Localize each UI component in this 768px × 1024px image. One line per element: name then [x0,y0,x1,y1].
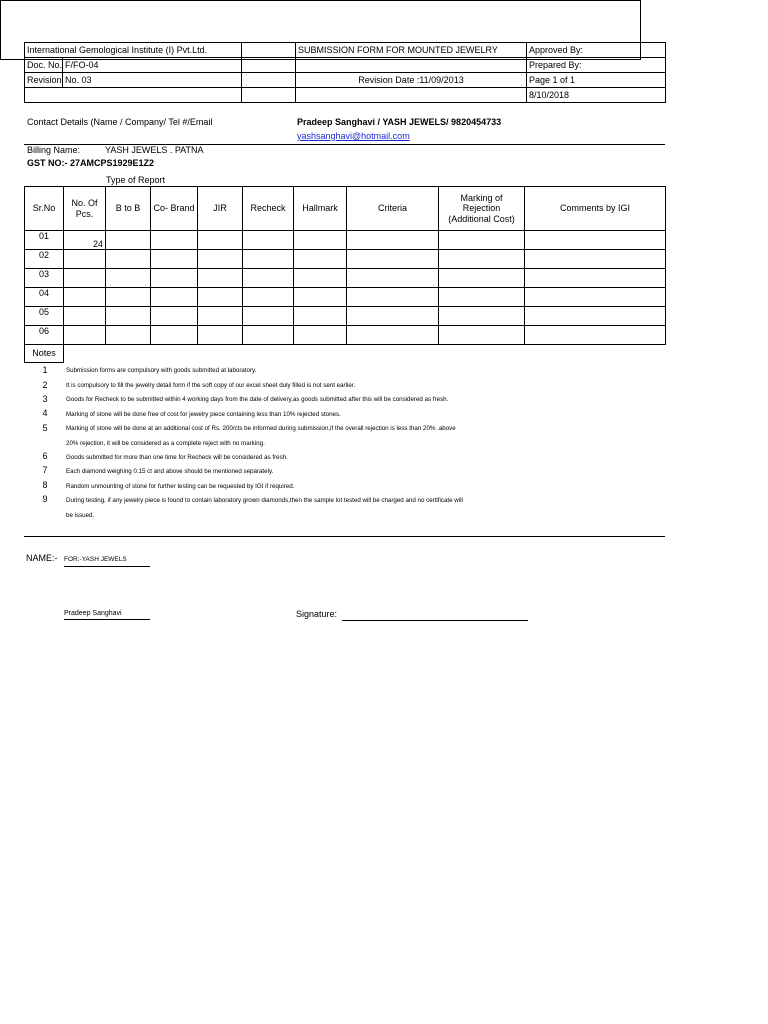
row-sr: 05 [25,307,64,326]
cell-comments[interactable] [525,288,666,307]
note-number: 2 [42,380,48,390]
cell-criteria[interactable] [347,250,439,269]
signature-line[interactable] [342,620,528,621]
row-pcs[interactable] [64,288,106,307]
cell-recheck[interactable] [243,250,294,269]
row-sr: 03 [25,269,64,288]
contact-value: Pradeep Sanghavi / YASH JEWELS/ 9820454733 [297,117,502,127]
doc-no-label: Doc. No. [27,60,63,70]
cell-co-brand[interactable] [151,269,198,288]
col-comments-by-igi: Comments by IGI [525,187,666,231]
cell-hallmark[interactable] [294,307,347,326]
cell-hallmark[interactable] [294,231,347,250]
org-name: International Gemological Institute (I) Pvt.Ltd. [25,43,242,58]
form-title: SUBMISSION FORM FOR MOUNTED JEWELRY [296,43,527,58]
cell-criteria[interactable] [347,307,439,326]
name-label: NAME:- [26,553,58,563]
cell-b-to-b[interactable] [106,269,151,288]
notes-label: Notes [25,345,64,363]
cell-hallmark[interactable] [294,269,347,288]
section-divider [24,536,665,537]
blank-cell-4a [25,88,242,103]
table-header-row [25,187,666,231]
notes-row-spacer [64,345,666,363]
revision-cell [25,73,242,88]
cell-b-to-b[interactable] [106,288,151,307]
col-b-to-b: B to B [106,187,151,231]
org-spacer [242,43,296,58]
doc-no-cell [25,58,242,73]
col-criteria: Criteria [347,187,439,231]
cell-b-to-b[interactable] [106,231,151,250]
notes-row [25,345,666,363]
doc-no-value: F/FO-04 [65,60,99,70]
note-text: Marking of stone will be done free of cost for jewelry piece containing less than 10% rejected stones. [66,411,341,418]
cell-comments[interactable] [525,326,666,345]
col-jir: JIR [198,187,243,231]
cell-comments[interactable] [525,250,666,269]
approved-by: Approved By: [527,43,666,58]
cell-jir[interactable] [198,250,243,269]
name-field[interactable]: FOR:-YASH JEWELS [64,557,150,567]
note-text: Goods submitted for more than one time for Recheck will be considered as fresh. [66,454,288,461]
cell-co-brand[interactable] [151,250,198,269]
table-row [25,307,666,326]
table-row [25,326,666,345]
contact-label: Contact Details (Name / Company/ Tel #/Email [27,117,213,127]
note-text: Random unmounting of stone for further testing can be requested by IGI if required. [66,483,295,490]
cell-b-to-b[interactable] [106,307,151,326]
cell-co-brand[interactable] [151,307,198,326]
rev-spacer [242,73,296,88]
cell-hallmark[interactable] [294,326,347,345]
note-number: 8 [42,480,48,490]
blank-cell-4c [296,88,527,103]
row-sr: 02 [25,250,64,269]
revision-date: Revision Date :11/09/2013 [296,73,527,88]
note-text: Goods for Recheck to be submitted within 4 working days from the date of delivery,as goods submitted after this will be considered as fresh. [66,396,449,403]
cell-jir[interactable] [198,231,243,250]
cell-recheck[interactable] [243,288,294,307]
cell-co-brand[interactable] [151,288,198,307]
row-pcs[interactable]: 24 [64,231,106,250]
cell-hallmark[interactable] [294,288,347,307]
cell-marking[interactable] [439,269,525,288]
blank-cell-4b [242,88,296,103]
table-row [25,250,666,269]
note-text: 20% rejection, it will be considered as a complete reject with no marking. [66,440,265,447]
cell-recheck[interactable] [243,269,294,288]
note-number: 5 [42,423,48,433]
row-sr: 01 [25,231,64,250]
note-number: 4 [42,408,48,418]
cell-marking[interactable] [439,231,525,250]
cell-recheck[interactable] [243,326,294,345]
cell-co-brand[interactable] [151,231,198,250]
revision-value: No. 03 [65,75,92,85]
billing-value: YASH JEWELS . PATNA [105,145,204,155]
col-sr-no: Sr.No [25,187,64,231]
cell-marking[interactable] [439,250,525,269]
col-hallmark: Hallmark [294,187,347,231]
person-name: Pradeep Sanghavi [64,610,150,620]
note-number: 9 [42,494,48,504]
col-co-brand: Co- Brand [151,187,198,231]
cell-marking[interactable] [439,326,525,345]
note-number: 7 [42,465,48,475]
col-recheck: Recheck [243,187,294,231]
contact-email[interactable]: yashsanghavi@hotmail.com [297,131,410,141]
note-number: 3 [42,394,48,404]
cell-b-to-b[interactable] [106,250,151,269]
cell-recheck[interactable] [243,231,294,250]
form-date: 8/10/2018 [527,88,666,103]
note-text: Submission forms are compulsory with goods submitted at laboratory. [66,367,257,374]
cell-hallmark[interactable] [294,250,347,269]
header-table [24,42,666,103]
table-row [25,269,666,288]
doc-spacer [242,58,296,73]
note-number: 1 [42,365,48,375]
note-text: Marking of stone will be done at an additional cost of Rs. 200/cts be informed during submission,if the overall rejection is less than 20% .above [66,425,456,432]
blank-cell-2 [296,58,527,73]
row-pcs[interactable] [64,250,106,269]
revision-label: Revision [27,75,62,85]
row-pcs[interactable] [64,326,106,345]
row-sr: 04 [25,288,64,307]
note-text: Each diamond weighing 0.15 ct and above should be mentioned separately. [66,468,274,475]
col-no-of-pcs: No. Of Pcs. [64,187,106,231]
gst-number: GST NO:- 27AMCPS1929E1Z2 [27,158,155,168]
col-marking-of-rejection: Marking of Rejection (Additional Cost) [439,187,525,231]
cell-jir[interactable] [198,288,243,307]
note-text: During testing, if any jewelry piece is found to contain laboratory grown diamonds,then the sample lot tested will be charged and no certificate will [66,497,463,504]
cell-criteria[interactable] [347,288,439,307]
note-text: be issued. [66,512,95,519]
note-number: 6 [42,451,48,461]
prepared-by: Prepared By: [527,58,666,73]
signature-label: Signature: [296,609,338,619]
note-text: It is compulsory to fill the jewelry detail form if the soft copy of our excel sheet duly filled is not sent earlier. [66,382,356,389]
cell-co-brand[interactable] [151,326,198,345]
page-info: Page 1 of 1 [527,73,666,88]
cell-criteria[interactable] [347,231,439,250]
cell-marking[interactable] [439,307,525,326]
cell-b-to-b[interactable] [106,326,151,345]
cell-comments[interactable] [525,231,666,250]
table-row [25,288,666,307]
cell-marking[interactable] [439,288,525,307]
type-of-report-label: Type of Report [106,175,166,185]
billing-label: Billing Name: [27,145,81,155]
cell-jir[interactable] [198,269,243,288]
table-row [25,231,666,250]
cell-recheck[interactable] [243,307,294,326]
cell-comments[interactable] [525,269,666,288]
cell-criteria[interactable] [347,326,439,345]
cell-comments[interactable] [525,307,666,326]
cell-criteria[interactable] [347,269,439,288]
report-table [24,186,666,363]
row-pcs[interactable] [64,307,106,326]
row-pcs[interactable] [64,269,106,288]
cell-jir[interactable] [198,326,243,345]
cell-jir[interactable] [198,307,243,326]
row-sr: 06 [25,326,64,345]
